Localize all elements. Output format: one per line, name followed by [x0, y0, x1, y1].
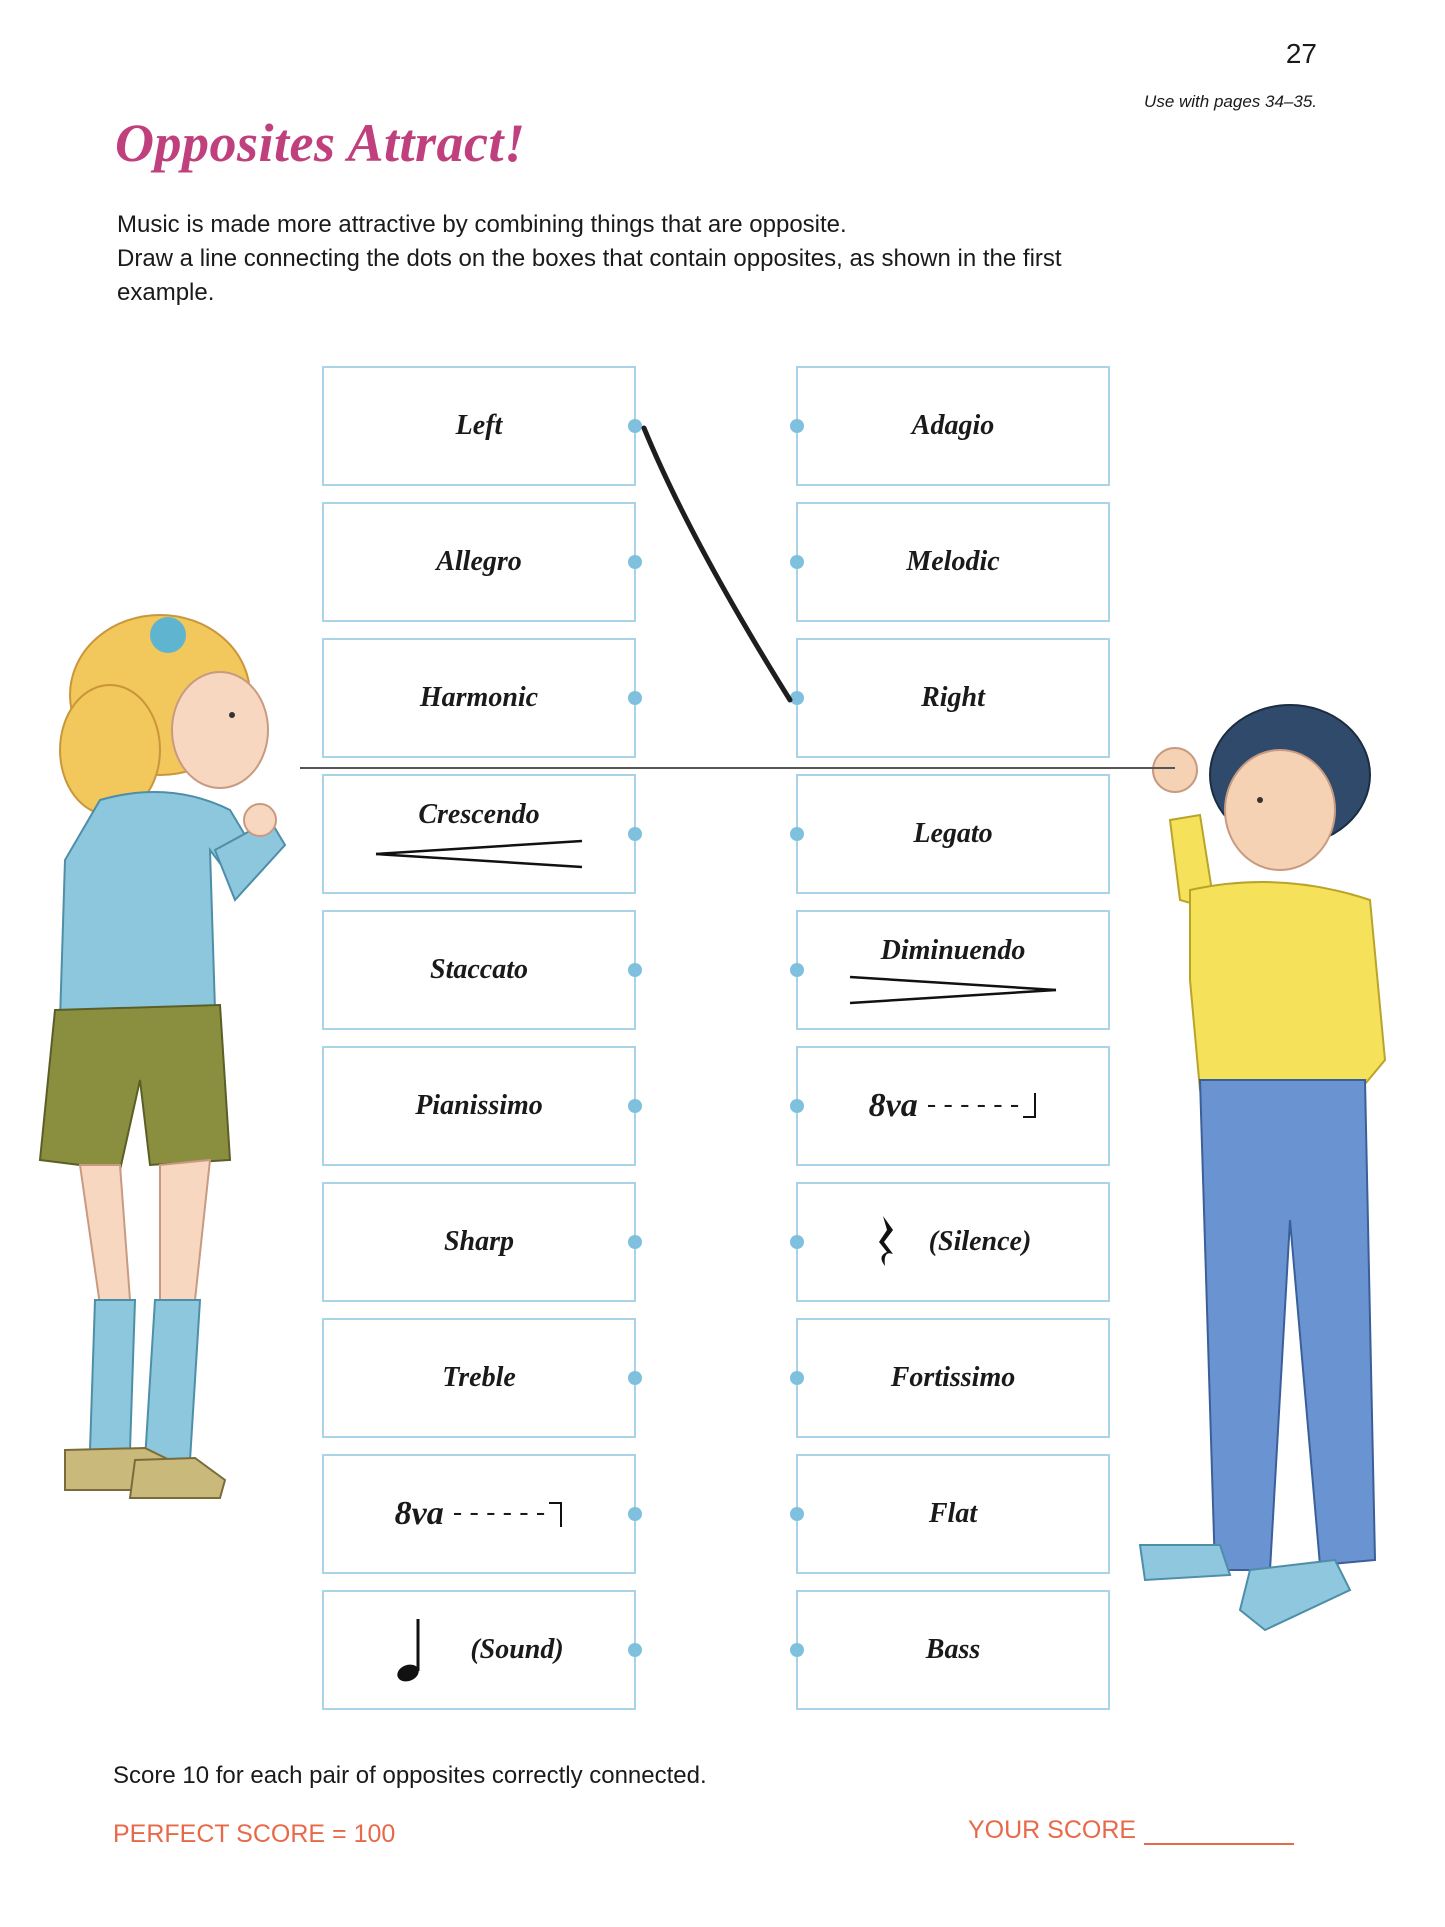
left-box-ottava-alta — [322, 1454, 636, 1574]
connection-dot[interactable] — [628, 1099, 642, 1113]
connection-dot[interactable] — [790, 691, 804, 705]
connection-dot[interactable] — [790, 963, 804, 977]
connection-dot[interactable] — [790, 419, 804, 433]
right-box-fortissimo — [796, 1318, 1110, 1438]
connection-dot[interactable] — [628, 827, 642, 841]
page-number: 27 — [1285, 38, 1317, 69]
connection-dot[interactable] — [628, 691, 642, 705]
ottava-label: 8va — [394, 1495, 444, 1532]
right-box-flat — [796, 1454, 1110, 1574]
crescendo-hairpin-icon — [374, 839, 584, 869]
left-box-harmonic — [322, 638, 636, 758]
girl-illustration — [20, 600, 330, 1520]
left-box-label: Treble — [442, 1362, 516, 1393]
right-box-label: Fortissimo — [890, 1362, 1016, 1393]
your-score — [968, 1816, 1294, 1845]
right-box-label: Melodic — [906, 546, 1000, 577]
your-score-field[interactable] — [1144, 1821, 1294, 1845]
left-box-label: Left — [455, 410, 503, 441]
right-box-legato — [796, 774, 1110, 894]
left-box-allegro — [322, 502, 636, 622]
ottava-end-bracket-icon — [549, 1499, 563, 1529]
ottava-bassa-symbol — [869, 1087, 1038, 1125]
right-box-label: Bass — [925, 1634, 981, 1665]
left-box-label: Harmonic — [419, 682, 539, 713]
connection-dot[interactable] — [790, 1235, 804, 1249]
right-box-bass — [796, 1590, 1110, 1710]
right-box-ottava-bassa — [796, 1046, 1110, 1166]
connection-dot[interactable] — [628, 1235, 642, 1249]
ottava-dashes: ------ — [449, 1499, 550, 1529]
right-box-label: (Silence) — [928, 1226, 1032, 1257]
quarter-note-icon — [394, 1615, 434, 1685]
instruction-line-1: Music is made more attractive by combining things that are opposite. — [117, 211, 847, 238]
score-rule: Score 10 for each pair of opposites correctly connected. — [113, 1762, 707, 1789]
left-box-pianissimo — [322, 1046, 636, 1166]
connection-dot[interactable] — [628, 419, 642, 433]
sound-symbol — [394, 1615, 563, 1685]
connection-dot[interactable] — [790, 1371, 804, 1385]
right-box-melodic — [796, 502, 1110, 622]
left-box-label: Sharp — [443, 1226, 515, 1257]
right-box-label: Diminuendo — [880, 935, 1026, 966]
left-box-label: Allegro — [436, 546, 522, 577]
connection-dot[interactable] — [790, 1507, 804, 1521]
left-box-sound — [322, 1590, 636, 1710]
ottava-alta-symbol — [395, 1495, 564, 1533]
left-box-sharp — [322, 1182, 636, 1302]
connection-dot[interactable] — [628, 1371, 642, 1385]
right-box-adagio — [796, 366, 1110, 486]
connection-dot[interactable] — [790, 555, 804, 569]
boy-illustration — [1120, 700, 1420, 1660]
perfect-score: PERFECT SCORE = 100 — [113, 1820, 396, 1848]
left-box-label: (Sound) — [470, 1634, 564, 1665]
your-score-label: YOUR SCORE — [968, 1816, 1137, 1844]
page-reference: Use with pages 34–35. — [1144, 92, 1317, 111]
right-box-label: Flat — [928, 1498, 978, 1529]
connection-dot[interactable] — [628, 963, 642, 977]
left-box-left — [322, 366, 636, 486]
right-box-silence — [796, 1182, 1110, 1302]
connection-dot[interactable] — [790, 1643, 804, 1657]
silence-symbol — [875, 1214, 1032, 1270]
right-box-right — [796, 638, 1110, 758]
page-title: Opposites Attract! — [115, 113, 526, 173]
right-box-diminuendo — [796, 910, 1110, 1030]
connection-dot[interactable] — [628, 1507, 642, 1521]
ottava-end-bracket-icon — [1023, 1091, 1037, 1121]
connection-dot[interactable] — [790, 1099, 804, 1113]
connection-dot[interactable] — [790, 827, 804, 841]
left-box-staccato — [322, 910, 636, 1030]
left-box-treble — [322, 1318, 636, 1438]
left-box-label: Staccato — [430, 954, 528, 985]
left-box-label: Pianissimo — [415, 1090, 543, 1121]
instruction-line-2: Draw a line connecting the dots on the boxes that contain opposites, as shown in the first example. — [117, 245, 1062, 306]
ottava-dashes: ------ — [923, 1091, 1024, 1121]
connection-dot[interactable] — [628, 555, 642, 569]
instructions — [117, 208, 1137, 310]
left-box-crescendo — [322, 774, 636, 894]
connection-dot[interactable] — [628, 1643, 642, 1657]
right-box-label: Legato — [913, 818, 993, 849]
quarter-rest-icon — [875, 1214, 899, 1270]
right-box-label: Right — [921, 682, 985, 713]
diminuendo-hairpin-icon — [848, 975, 1058, 1005]
right-box-label: Adagio — [911, 410, 995, 441]
left-box-label: Crescendo — [418, 799, 540, 830]
ottava-label: 8va — [868, 1087, 918, 1124]
